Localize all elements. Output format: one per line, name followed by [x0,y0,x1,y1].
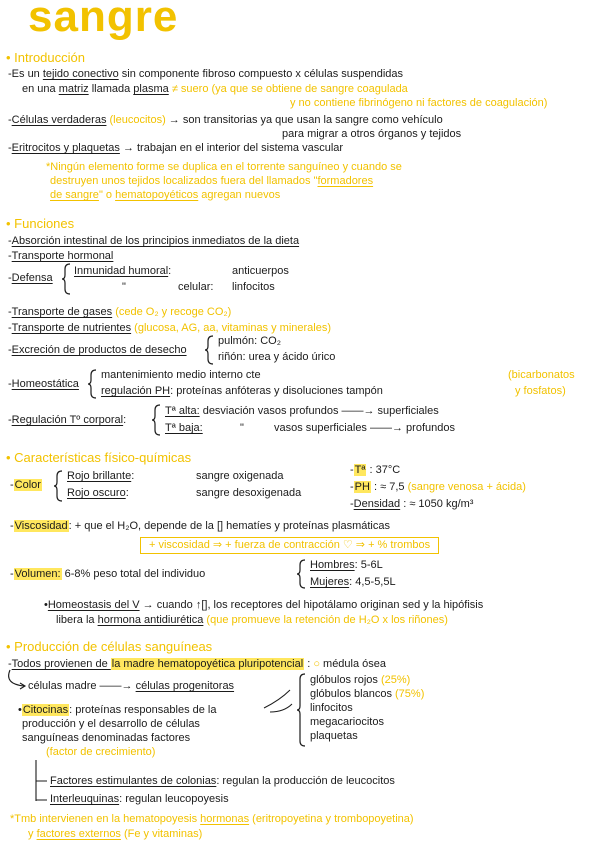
celulas-madre: células madre [28,680,97,692]
funcion-transporte-hormonal [8,249,113,263]
temperatura-value: : 37°C [366,464,401,476]
caracteristica-temperatura [350,463,400,477]
dash: - [8,306,12,318]
intro-eritrocitos-line [8,141,343,155]
gases-paren: (cede O₂ y recoge CO₂) [112,306,232,318]
hormona-antidiuretica: hormona antidiurética [97,614,204,626]
dash: - [350,498,354,510]
homeostatica-note-2: y fosfatos) [515,385,566,397]
tipo-celula: megacariocitos [310,716,384,728]
funcion-defensa-label [8,271,53,285]
intro-def-text: Es un [11,68,43,80]
caracteristica-color-label [10,478,42,492]
hombres-label: Hombres [310,559,355,571]
mujeres-value: : 4,5-5,5L [349,576,396,588]
color-rojo-oscuro-key [67,486,129,500]
dash: - [8,250,12,262]
viscosidad-label: Viscosidad [14,520,68,532]
funcion-excrecion-label [8,343,187,357]
funcion-homeostatica-label [8,377,79,391]
intro-note-line-1: *Ningún elemento forme se duplica en el torrente sanguíneo y cuando se [46,161,402,173]
dash: - [8,142,12,154]
intro-def-text: sin componente fibroso compuesto x células suspendidas [118,68,404,80]
caracteristica-densidad [350,497,473,511]
factores-label: Factores estimulantes de colonias [50,775,217,787]
defensa-humoral-key [74,264,171,278]
intro-note-term: de sangre [50,189,99,201]
funcion-absorcion [8,234,299,248]
ditto-mark: " [240,422,244,434]
viscosidad-value: : + que el H₂O, depende de la [] hematíes y proteínas plasmáticas [68,520,390,532]
intro-definition-line-1 [8,67,403,81]
homeostatica-medio-interno: mantenimiento medio interno cte [101,369,261,381]
citocinas-line-3: sanguíneas denominadas factores [22,732,191,744]
dash: - [8,378,12,390]
intro-def-term-plasma: plasma [133,83,169,95]
tipo-celula: linfocitos [310,702,353,714]
excrecion-label: Excreción de productos de desecho [11,344,187,356]
curly-brace [88,369,96,399]
intro-leucocitos-label: Células verdaderas [11,114,107,126]
color-rojo-brillante-key [67,469,134,483]
origen-text: : [304,658,314,670]
dash: - [8,658,12,670]
ph-note: (sangre venosa + ácida) [404,481,526,493]
celulas-progenitoras: células progenitoras [135,680,235,692]
produccion-nota-line-2 [28,827,202,841]
nota-hormonas: hormonas [200,813,250,825]
dash: - [8,272,12,284]
intro-leucocitos-paren: (leucocitos) [106,114,166,126]
factores-estimulantes [50,774,395,788]
defensa-label: Defensa [11,272,53,284]
temperatura-label: Tª [354,464,366,476]
dash: - [10,520,14,532]
nutrientes-label: Transporte de nutrientes [11,322,132,334]
dash: - [10,479,14,491]
densidad-label: Densidad [353,498,401,510]
intro-note-term: formadores [317,175,374,187]
colon: : [168,265,172,277]
nota-text: (eritropoyetina y trombopoyetina) [249,813,414,825]
volumen-hombres [310,558,383,572]
defensa-celular-key: celular: [178,281,214,293]
intro-definition-line-2 [22,82,408,96]
funcion-transporte-gases [8,305,231,319]
colon: : [131,470,135,482]
homeostatica-regulacion-ph [101,384,383,398]
nota-text: (Fe y vitaminas) [120,828,203,840]
funcion-hormonal-label: Transporte hormonal [11,250,114,262]
colon: : [125,487,129,499]
excrecion-rinon: riñón: urea y ácido úrico [218,351,336,363]
intro-leucocitos-line-1 [8,113,443,127]
funcion-regulacion-label [8,413,126,427]
regulacion-ph-text: : proteínas anfóteras y disoluciones tampón [170,385,383,397]
intro-eritrocitos-label: Eritrocitos y plaquetas [11,142,120,154]
intro-leucocitos-line-2: para migrar a otros órganos y tejidos [282,128,462,140]
origen-text: Todos provienen de [11,658,111,670]
curly-brace [297,559,305,589]
tipo-celula-name: glóbulos rojos [310,674,378,686]
citocinas-line-1 [18,703,216,717]
intro-eritrocitos-text: → trabajan en el interior del sistema vascular [119,142,344,154]
color-rojo-oscuro-value: sangre desoxigenada [196,487,302,499]
ph-label: PH [354,481,370,493]
homeostatica-note-1: (bicarbonatos [508,369,575,381]
produccion-celulas-madre [28,679,234,693]
circle-icon: ○ [313,658,320,670]
intro-note-line-3 [50,188,280,202]
homeostasis-volumen-line-1 [44,598,483,612]
intro-note-text: " o [98,189,116,201]
funcion-transporte-nutrientes [8,321,331,335]
caracteristica-ph [350,480,526,494]
nota-text: *Tmb intervienen en la hematopoyesis [10,813,201,825]
intro-def-text: en una [22,83,59,95]
dash: - [8,68,12,80]
homeostasis-note: (que promueve la retención de H₂O x los riñones) [203,614,448,626]
color-label: Color [14,479,41,491]
homeostasis-label: Homeostasis del V [47,599,140,611]
dash: - [350,481,354,493]
tipo-celula [310,687,424,701]
temp-baja-label: Tª baja: [165,422,203,434]
page-title: sangre [28,0,179,41]
curly-brace [205,335,213,365]
volumen-mujeres [310,575,396,589]
homeostasis-volumen-line-2 [56,613,448,627]
volumen-value: 6-8% peso total del individuo [61,568,206,580]
dash: - [8,344,12,356]
defensa-humoral-label: Inmunidad humoral [74,265,169,277]
factores-value: : regulan la producción de leucocitos [216,775,395,787]
regulacion-ph-label: regulación PH [101,385,171,397]
viscosidad-note-box: + viscosidad ⇒ + fuerza de contracción ♡ ⇒ + % trombos [140,537,439,554]
curly-brace [297,673,305,747]
origen-celula-madre: la madre hematopoyética pluripotencial [111,658,304,670]
interleuquinas-value: : regulan leucopoyesis [119,793,229,805]
intro-def-note: ≠ suero (ya que se obtiene de sangre coagulada [168,83,408,95]
rojo-brillante-label: Rojo brillante [67,470,132,482]
intro-def-term-matriz: matriz [58,83,89,95]
gases-label: Transporte de gases [11,306,113,318]
temp-baja-text: vasos superficiales ——→ profundos [274,422,455,434]
homeostatica-label: Homeostática [11,378,79,390]
bullet: • [44,599,48,611]
funcion-absorcion-label: Absorción intestinal de los principios inmediatos de la dieta [11,235,300,247]
section-heading-introduccion: • Introducción [6,50,85,65]
interleuquinas [50,792,229,806]
tipo-celula-pct: (75%) [395,688,425,700]
nutrientes-paren: (glucosa, AG, aa, vitaminas y minerales) [131,322,332,334]
intro-leucocitos-text: → son transitorias ya que usan la sangre como vehículo [165,114,443,126]
defensa-celular-value: linfocitos [232,281,275,293]
rojo-oscuro-label: Rojo oscuro [67,487,126,499]
citocinas-text: : proteínas responsables de la [69,704,217,716]
ph-value: : ≈ 7,5 [370,481,405,493]
section-heading-produccion: • Producción de células sanguíneas [6,639,213,654]
intro-note-text: agregan nuevos [198,189,281,201]
arrow-icon: ——→ [96,680,136,692]
mujeres-label: Mujeres [310,576,350,588]
nota-factores-externos: factores externos [36,828,121,840]
citocinas-line-4: (factor de crecimiento) [46,746,156,758]
homeostasis-text: libera la [56,614,98,626]
regulacion-label: Regulación Tº corporal [11,414,124,426]
dash: - [8,414,12,426]
curly-brace [62,263,70,295]
section-heading-caracteristicas: • Características físico-químicas [6,450,192,465]
origen-medula: médula ósea [319,658,387,670]
intro-note-text: destruyen unos tejidos localizados fuera del llamados " [50,175,318,187]
curly-brace [152,404,160,436]
intro-def-text: llamada [88,83,134,95]
dash: - [350,464,354,476]
caracteristica-volumen [10,567,205,581]
volumen-label: Volumen: [14,568,61,580]
bullet: • [18,704,22,716]
homeostasis-text: → cuando ↑[], los receptores del hipotálamo originan sed y la hipófisis [139,599,484,611]
tipo-celula [310,673,410,687]
citocinas-label: Citocinas [22,704,69,716]
dash: - [8,235,12,247]
colon: : [123,414,127,426]
densidad-value: : ≈ 1050 kg/m³ [400,498,474,510]
section-heading-funciones: • Funciones [6,216,75,231]
intro-def-term: tejido conectivo [42,68,119,80]
intro-note-line-2 [50,174,373,188]
dash: - [8,114,12,126]
color-rojo-brillante-value: sangre oxigenada [196,470,284,482]
dash: - [8,322,12,334]
interleuquinas-label: Interleuquinas [50,793,120,805]
regulacion-temp-baja [165,421,203,435]
intro-definition-line-3: y no contiene fibrinógeno ni factores de coagulación) [290,97,548,109]
caracteristica-viscosidad [10,519,390,533]
excrecion-pulmon: pulmón: CO₂ [218,335,281,347]
tipo-celula: plaquetas [310,730,358,742]
regulacion-temp-alta [165,404,439,418]
temp-alta-text: desviación vasos profundos ——→ superficiales [199,405,439,417]
produccion-origen [8,657,386,671]
defensa-humoral-value: anticuerpos [232,265,289,277]
tipo-celula-pct: (25%) [380,674,411,686]
temp-alta-label: Tª alta: [165,405,200,417]
dash: - [10,568,14,580]
ditto-mark: " [122,281,126,293]
tipo-celula-name: glóbulos blancos [310,688,392,700]
hombres-value: : 5-6L [354,559,383,571]
citocinas-line-2: producción y el desarrollo de células [22,718,200,730]
produccion-nota-line-1 [10,812,414,826]
intro-note-term-hematopoyeticos: hematopoyéticos [115,189,199,201]
nota-text: y [28,828,37,840]
curly-brace [54,470,62,502]
